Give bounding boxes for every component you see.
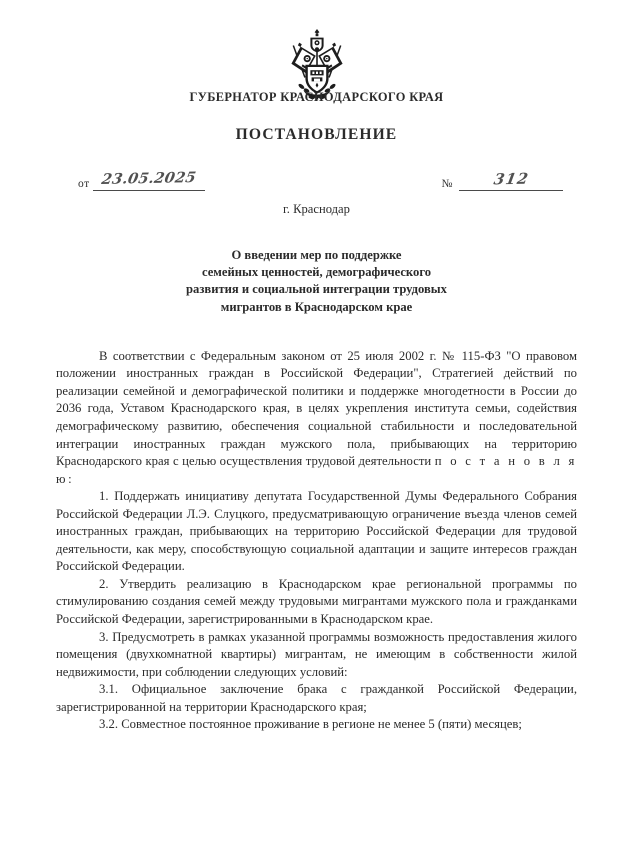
decree-title-line-4: мигрантов в Краснодарском крае: [220, 299, 413, 314]
decree-title-line-3: развития и социальной интеграции трудовых: [186, 282, 447, 297]
item-3-paragraph: 3. Предусмотреть в рамках указанной программы возможность предоставления жилого помещения (двухкомнатной квартиры) мигрантам, не имеющим в собственности жилой недвижимости, при соблюдении следующих условий:: [56, 629, 577, 679]
date-value: 23.05.2025: [100, 169, 198, 188]
item-3-1-paragraph: 3.1. Официальное заключение брака с гражданкой Российской Федерации, зарегистрированной на территории Краснодарского края;: [56, 682, 577, 714]
date-label: от: [78, 178, 90, 190]
decree-title: [56, 247, 577, 316]
item-1-paragraph: 1. Поддержать инициативу депутата Государственной Думы Федерального Собрания Российской Федерации Л.Э. Слуцкого, предусматривающую ограничение въезда членов семей иностранных граждан, прибывающих на территорию Российской Федерации для трудовой деятельности, как меру, способствующую социальной адаптации и защите интересов граждан Российской Федерации.: [56, 489, 577, 574]
organization-title: ГУБЕРНАТОР КРАСНОДАРСКОГО КРАЯ: [189, 90, 444, 104]
item-2-paragraph: 2. Утвердить реализацию в Краснодарском крае региональной программы по стимулированию создания семей между трудовыми мигрантами мужского пола и гражданками Российской Федерации, зарегистрированными в Краснодарском крае.: [56, 576, 577, 627]
city-line: г. Краснодар: [283, 202, 350, 216]
preamble-verb: п о с т а н о в л я ю: [56, 454, 577, 486]
date-number-row: [56, 171, 577, 191]
document-body: [56, 348, 577, 734]
document-kind-title: ПОСТАНОВЛЕНИЕ: [235, 126, 398, 143]
number-field[interactable]: [459, 171, 563, 191]
number-value: 312: [491, 169, 531, 189]
emblem-container: [56, 0, 577, 78]
decree-title-line-1: О введении мер по поддержке: [231, 248, 402, 262]
preamble-colon: :: [68, 471, 72, 486]
preamble-paragraph: [56, 348, 577, 488]
decree-title-line-2: семейных ценностей, демографического: [201, 265, 432, 280]
number-label: №: [441, 178, 453, 190]
item-3-2-paragraph: 3.2. Совместное постоянное проживание в регионе не менее 5 (пяти) месяцев;: [99, 717, 522, 732]
date-field[interactable]: [93, 171, 205, 191]
preamble-text: В соответствии с Федеральным законом от 25 июля 2002 г. № 115-ФЗ "О правовом положении иностранных граждан в Российской Федерации", Стратегией действий по реализации семейной и демографической политики и поддержке многодетности в России до 2036 года, Уставом Краснодарского края, в целях укрепления института семьи, содействия демографическому развитию, обеспечения социальной стабильности и последовательной интеграции иностранных граждан мужского пола, прибывающих на территорию Краснодарского края с целью осуществления трудовой деятельности: [56, 348, 577, 469]
